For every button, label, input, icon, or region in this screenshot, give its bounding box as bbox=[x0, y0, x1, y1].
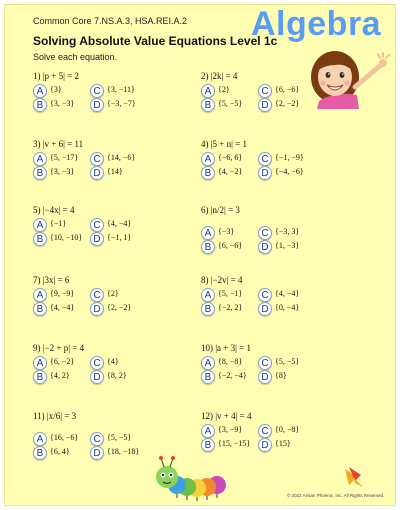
choice-answer: {2} bbox=[107, 289, 119, 298]
choice-answer: {15} bbox=[275, 439, 291, 448]
caterpillar-icon bbox=[155, 455, 235, 501]
choice-bubble[interactable]: D bbox=[258, 166, 272, 180]
choice-bubble[interactable]: C bbox=[258, 226, 272, 240]
problem-1 bbox=[33, 71, 203, 131]
choice-bubble[interactable]: A bbox=[201, 288, 215, 302]
problem-question: 9) |−2 + p| = 4 bbox=[33, 343, 85, 353]
choice-answer: {9, −9} bbox=[50, 289, 75, 298]
choice-bubble[interactable]: A bbox=[201, 356, 215, 370]
choice-bubble[interactable]: C bbox=[90, 356, 104, 370]
choice-bubble[interactable]: B bbox=[201, 438, 215, 452]
choice-answer: {−1, −9} bbox=[275, 153, 304, 162]
problem-question: 12) |v + 4| = 4 bbox=[201, 411, 252, 421]
choice-answer: {16, −6} bbox=[50, 433, 79, 442]
brand-title: Algebra bbox=[251, 5, 382, 43]
choice-bubble[interactable]: B bbox=[201, 240, 215, 254]
choice-bubble[interactable]: B bbox=[201, 166, 215, 180]
choice-bubble[interactable]: A bbox=[33, 152, 47, 166]
choice-bubble[interactable]: A bbox=[33, 288, 47, 302]
choice-bubble[interactable]: D bbox=[258, 370, 272, 384]
problem-question: 1) |p + 5| = 2 bbox=[33, 71, 80, 81]
choice-bubble[interactable]: D bbox=[90, 370, 104, 384]
choice-bubble[interactable]: C bbox=[90, 218, 104, 232]
choice-bubble[interactable]: B bbox=[201, 370, 215, 384]
choice-answer: {−1, 1} bbox=[107, 233, 132, 242]
choice-answer: {6, −6} bbox=[275, 85, 300, 94]
choice-bubble[interactable]: D bbox=[258, 240, 272, 254]
problem-question: 4) |5 + n| = 1 bbox=[201, 139, 248, 149]
choice-answer: {4, −4} bbox=[50, 303, 75, 312]
choice-answer: {−6, 6} bbox=[218, 153, 243, 162]
choice-bubble[interactable]: D bbox=[90, 302, 104, 316]
choice-bubble[interactable]: C bbox=[258, 424, 272, 438]
choice-answer: {3, −3} bbox=[50, 167, 75, 176]
choice-answer: {4, −4} bbox=[275, 289, 300, 298]
choice-answer: {3, −9} bbox=[218, 425, 243, 434]
problem-4 bbox=[201, 139, 371, 199]
choice-answer: {−3} bbox=[218, 227, 235, 236]
choice-bubble[interactable]: C bbox=[258, 288, 272, 302]
choice-answer: {5, −5} bbox=[275, 357, 300, 366]
choice-bubble[interactable]: B bbox=[33, 370, 47, 384]
problem-question: 10) |a + 3| = 1 bbox=[201, 343, 251, 353]
choice-answer: {1, −3} bbox=[275, 241, 300, 250]
choice-answer: {14, −6} bbox=[107, 153, 136, 162]
choice-answer: {5, −17} bbox=[50, 153, 79, 162]
choice-bubble[interactable]: A bbox=[201, 152, 215, 166]
problem-7 bbox=[33, 275, 203, 335]
choice-bubble[interactable]: C bbox=[258, 356, 272, 370]
choice-answer: {4, 2} bbox=[50, 371, 70, 380]
choice-bubble[interactable]: A bbox=[33, 356, 47, 370]
choice-bubble[interactable]: D bbox=[258, 438, 272, 452]
choice-bubble[interactable]: C bbox=[90, 288, 104, 302]
choice-bubble[interactable]: B bbox=[33, 98, 47, 112]
worksheet-page bbox=[4, 4, 396, 506]
choice-answer: {4} bbox=[107, 357, 119, 366]
choice-answer: {2, −2} bbox=[275, 99, 300, 108]
choice-answer: {8, −8} bbox=[218, 357, 243, 366]
choice-bubble[interactable]: B bbox=[201, 302, 215, 316]
choice-answer: {−2, 2} bbox=[218, 303, 243, 312]
choice-bubble[interactable]: B bbox=[33, 166, 47, 180]
problem-question: 6) |n/2| = 3 bbox=[201, 205, 240, 215]
standards-label: Common Core 7.NS.A.3, HSA.REI.A.2 bbox=[33, 16, 188, 26]
phoenix-bird-icon bbox=[343, 465, 365, 489]
choice-bubble[interactable]: A bbox=[33, 432, 47, 446]
problem-question: 2) |2k| = 4 bbox=[201, 71, 238, 81]
instructions: Solve each equation. bbox=[33, 52, 118, 62]
choice-bubble[interactable]: A bbox=[201, 226, 215, 240]
choice-bubble[interactable]: A bbox=[201, 84, 215, 98]
choice-answer: {6, −6} bbox=[218, 241, 243, 250]
page-title: Solving Absolute Value Equations Level 1c bbox=[33, 34, 278, 48]
choice-bubble[interactable]: D bbox=[258, 98, 272, 112]
choice-answer: {3, −11} bbox=[107, 85, 135, 94]
choice-bubble[interactable]: C bbox=[90, 152, 104, 166]
choice-answer: {6, −2} bbox=[50, 357, 75, 366]
problem-3 bbox=[33, 139, 203, 199]
choice-bubble[interactable]: A bbox=[33, 218, 47, 232]
choice-answer: {8} bbox=[275, 371, 287, 380]
problem-question: 7) |3x| = 6 bbox=[33, 275, 70, 285]
choice-bubble[interactable]: C bbox=[258, 152, 272, 166]
problem-question: 3) |v + 6| = 11 bbox=[33, 139, 84, 149]
choice-bubble[interactable]: D bbox=[90, 98, 104, 112]
choice-answer: {−2, −4} bbox=[218, 371, 247, 380]
choice-answer: {10, −10} bbox=[50, 233, 83, 242]
choice-answer: {3} bbox=[50, 85, 62, 94]
choice-bubble[interactable]: B bbox=[33, 232, 47, 246]
choice-bubble[interactable]: D bbox=[90, 166, 104, 180]
choice-answer: {15, −15} bbox=[218, 439, 251, 448]
problem-6 bbox=[201, 205, 371, 265]
choice-answer: {0, −8} bbox=[275, 425, 300, 434]
choice-bubble[interactable]: D bbox=[258, 302, 272, 316]
choice-answer: {5, −1} bbox=[218, 289, 243, 298]
problem-10 bbox=[201, 343, 371, 403]
problem-9 bbox=[33, 343, 203, 403]
choice-bubble[interactable]: D bbox=[90, 232, 104, 246]
problem-question: 5) |−4x| = 4 bbox=[33, 205, 75, 215]
choice-bubble[interactable]: B bbox=[33, 302, 47, 316]
choice-answer: {4, −2} bbox=[218, 167, 243, 176]
choice-answer: {18, −18} bbox=[107, 447, 140, 456]
problem-question: 11) |x/6| = 3 bbox=[33, 411, 77, 421]
choice-answer: {8, 2} bbox=[107, 371, 127, 380]
problem-question: 8) |−2v| = 4 bbox=[201, 275, 243, 285]
choice-bubble[interactable]: D bbox=[90, 446, 104, 460]
choice-bubble[interactable]: C bbox=[90, 432, 104, 446]
choice-answer: {0, −4} bbox=[275, 303, 300, 312]
choice-answer: {5, −5} bbox=[218, 99, 243, 108]
choice-answer: {−1} bbox=[50, 219, 67, 228]
choice-answer: {−3, 3} bbox=[275, 227, 300, 236]
copyright-footer: © 2022 Arisan Phoenix, Inc. All Rights Reserved. bbox=[287, 493, 385, 498]
choice-bubble[interactable]: B bbox=[201, 98, 215, 112]
choice-bubble[interactable]: C bbox=[258, 84, 272, 98]
choice-answer: {2} bbox=[218, 85, 230, 94]
choice-answer: {6, 4} bbox=[50, 447, 70, 456]
choice-answer: {5, −5} bbox=[107, 433, 132, 442]
choice-answer: {−4, −6} bbox=[275, 167, 304, 176]
choice-answer: {2, −2} bbox=[107, 303, 132, 312]
choice-answer: {−3, −7} bbox=[107, 99, 136, 108]
choice-bubble[interactable]: C bbox=[90, 84, 104, 98]
choice-answer: {4, −4} bbox=[107, 219, 132, 228]
choice-bubble[interactable]: B bbox=[33, 446, 47, 460]
problem-2 bbox=[201, 71, 371, 131]
choice-answer: {14} bbox=[107, 167, 123, 176]
problem-8 bbox=[201, 275, 371, 335]
choice-answer: {3, −3} bbox=[50, 99, 75, 108]
problem-5 bbox=[33, 205, 203, 265]
choice-bubble[interactable]: A bbox=[201, 424, 215, 438]
choice-bubble[interactable]: A bbox=[33, 84, 47, 98]
